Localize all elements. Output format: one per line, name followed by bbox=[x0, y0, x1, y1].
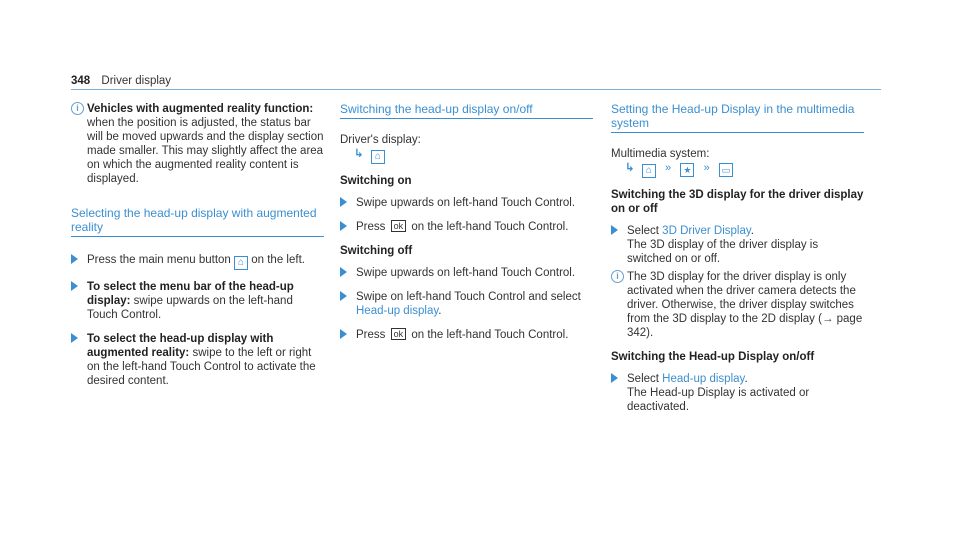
step-text: Select Head-up display. The Head-up Display is activated or deactivated. bbox=[627, 373, 810, 413]
step-text-pre: Press bbox=[356, 329, 386, 341]
path-label: Multimedia system: bbox=[611, 148, 710, 160]
home-icon: ⌂ bbox=[234, 256, 248, 270]
info-icon: i bbox=[71, 102, 84, 115]
step-text-pre: Press the main menu button bbox=[87, 254, 231, 266]
path-label: Driver's display: bbox=[340, 134, 421, 146]
step-item bbox=[71, 253, 324, 270]
step-item bbox=[340, 220, 593, 234]
step-text bbox=[356, 328, 593, 342]
step-item bbox=[340, 328, 593, 342]
step-body: swipe upwards on the left-hand Touch Control. bbox=[87, 295, 293, 321]
step-text-pre: Press bbox=[356, 221, 386, 233]
step-arrow-icon bbox=[71, 281, 78, 291]
home-icon: ⌂ bbox=[371, 150, 385, 164]
step-item bbox=[340, 290, 593, 318]
step-text: Swipe upwards on left-hand Touch Control. bbox=[356, 197, 576, 209]
step-text bbox=[356, 290, 593, 318]
step-item bbox=[71, 332, 324, 388]
column-right bbox=[611, 102, 864, 414]
step-text-post: on the left-hand Touch Control. bbox=[411, 221, 569, 233]
step-result: The Head-up Display is activated or deactivated. bbox=[627, 387, 810, 413]
step-arrow-icon bbox=[340, 221, 347, 231]
step-arrow-icon bbox=[611, 373, 618, 383]
3d-note bbox=[611, 270, 864, 340]
step-item bbox=[611, 372, 864, 414]
note-paragraph bbox=[87, 102, 324, 186]
spacer bbox=[71, 270, 324, 280]
spacer bbox=[340, 280, 593, 290]
ar-note bbox=[71, 102, 324, 186]
spacer bbox=[340, 210, 593, 220]
section-title-multimedia: Setting the Head-up Display in the multimedia system bbox=[611, 102, 864, 133]
column-left bbox=[71, 102, 324, 388]
spacer bbox=[71, 322, 324, 332]
step-arrow-icon bbox=[340, 197, 347, 207]
path-arrow-icon: ↳ bbox=[625, 162, 635, 174]
switching-on-heading: Switching on bbox=[340, 175, 412, 187]
step-text: Select 3D Driver Display. The 3D display of the driver display is switched on or off. bbox=[627, 225, 819, 265]
step-item bbox=[71, 280, 324, 322]
spacer bbox=[340, 318, 593, 328]
head-up-display-link[interactable]: Head-up display bbox=[356, 305, 439, 317]
step-text-post: . bbox=[438, 305, 442, 317]
step-item bbox=[340, 266, 593, 280]
step-text bbox=[87, 280, 324, 322]
step-bold: To select the menu bar of the head-up display: bbox=[87, 281, 294, 307]
step-text bbox=[87, 332, 324, 388]
info-icon: i bbox=[611, 270, 624, 283]
step-arrow-icon bbox=[340, 267, 347, 277]
spacer bbox=[71, 186, 324, 206]
step-arrow-icon bbox=[71, 333, 78, 343]
step-text-post: on the left-hand Touch Control. bbox=[411, 329, 569, 341]
path-arrow-icon: ↳ bbox=[354, 148, 364, 160]
step-item bbox=[340, 196, 593, 210]
column-middle bbox=[340, 102, 593, 342]
step-text bbox=[87, 253, 324, 270]
step-text: Swipe upwards on left-hand Touch Control. bbox=[356, 267, 576, 279]
step-bold: To select the head-up display with augmented reality: bbox=[87, 333, 274, 359]
step-text bbox=[356, 220, 593, 234]
car-icon: ▭ bbox=[719, 163, 733, 177]
section-title-select-hud: Selecting the head-up display with augmented reality bbox=[71, 206, 324, 237]
note-heading: Vehicles with augmented reality function: bbox=[87, 103, 314, 115]
note-text: when the position is adjusted, the status bar will be moved upwards and the display section made smaller. This may slightly affect the area on which the augmented reality content is displayed. bbox=[87, 117, 324, 185]
menu-path bbox=[611, 161, 864, 178]
page-title: Driver display bbox=[101, 75, 172, 87]
page-number: 348 bbox=[71, 75, 91, 87]
step-arrow-icon bbox=[340, 291, 347, 301]
step-arrow-icon bbox=[611, 225, 618, 235]
step-result: The 3D display of the driver display is switched on or off. bbox=[627, 239, 819, 265]
step-text-pre: Swipe on left-hand Touch Control and select bbox=[356, 291, 581, 303]
step-list bbox=[71, 253, 324, 388]
double-chevron-icon: » bbox=[665, 162, 672, 174]
ok-key-icon: ok bbox=[391, 328, 407, 340]
step-arrow-icon bbox=[71, 254, 78, 264]
3d-driver-display-link[interactable]: 3D Driver Display bbox=[662, 225, 751, 237]
step-text-pre: Select bbox=[627, 373, 659, 385]
menu-path bbox=[340, 147, 593, 164]
step-text-pre: Select bbox=[627, 225, 659, 237]
home-icon: ⌂ bbox=[642, 164, 656, 178]
page-header bbox=[71, 74, 881, 90]
step-body: swipe to the left or right on the left-hand Touch Control to activate the desired content. bbox=[87, 347, 316, 387]
step-item bbox=[611, 224, 864, 266]
step-text-post: on the left. bbox=[251, 254, 305, 266]
double-chevron-icon: » bbox=[703, 162, 710, 174]
star-icon: ★ bbox=[680, 163, 694, 177]
step-arrow-icon bbox=[340, 329, 347, 339]
ok-key-icon: ok bbox=[391, 220, 407, 232]
switching-off-heading: Switching off bbox=[340, 245, 413, 257]
header-divider bbox=[71, 89, 881, 90]
head-up-display-link[interactable]: Head-up display bbox=[662, 373, 745, 385]
heading-hud-onoff: Switching the Head-up Display on/off bbox=[611, 351, 815, 363]
section-title-hud-onoff: Switching the head-up display on/off bbox=[340, 102, 593, 119]
note-text: The 3D display for the driver display is only activated when the driver camera detects the driver. Otherwise, the driver display switches from the 3D display to the 2D display (→ page 342). bbox=[627, 271, 863, 339]
heading-3d-display: Switching the 3D display for the driver display on or off bbox=[611, 189, 864, 215]
